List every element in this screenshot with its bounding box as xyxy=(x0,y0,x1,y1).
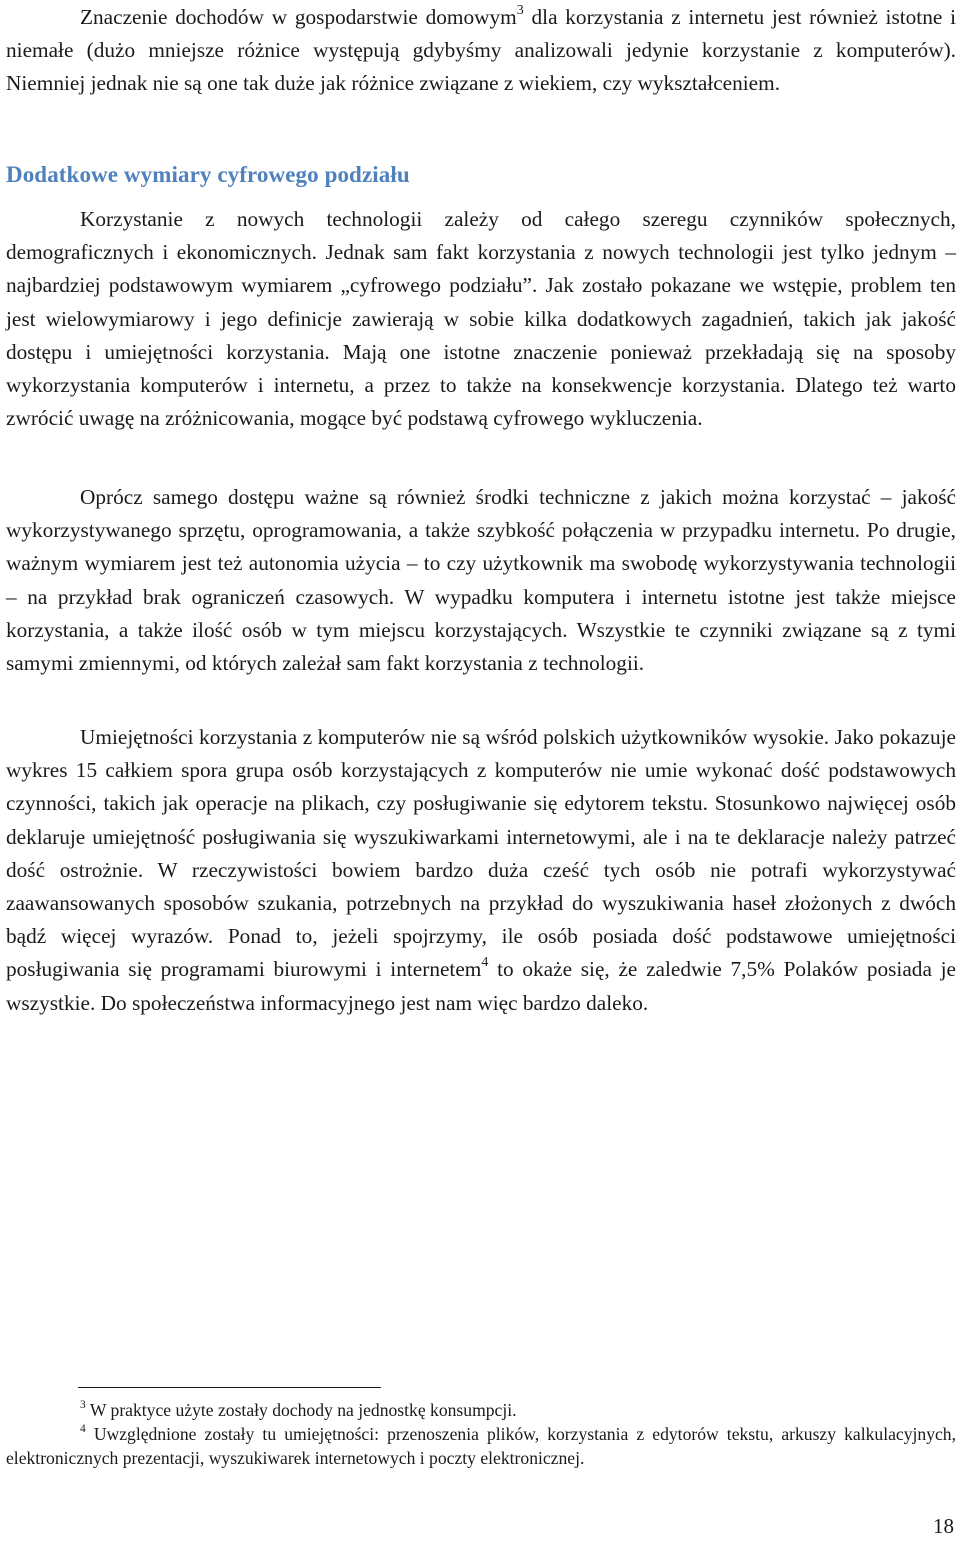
footnotes-section xyxy=(6,1398,956,1470)
footnote-ref-3: 3 xyxy=(516,2,524,18)
footnote-3-number: 3 xyxy=(80,1399,86,1412)
footnote-ref-4: 4 xyxy=(481,955,489,971)
page-number: 18 xyxy=(933,1514,954,1538)
footnote-3-text: W praktyce użyte zostały dochody na jednostkę konsumpcji. xyxy=(85,1400,517,1420)
paragraph-4-text-before-note: Umiejętności korzystania z komputerów nie są wśród polskich użytkowników wysokie. Jako pokazuje wykres 15 całkiem spora grupa osób korzystających z komputerów nie umie wykonać dość podstawowych czynności, takich jak operacje na plikach, czy posługiwanie się edytorem tekstu. Stosunkowo najwięcej osób deklaruje umiejętność posługiwania się wyszukiwarkami internetowymi, ale i na te deklaracje należy patrzeć dość ostrożnie. W rzeczywistości bowiem bardzo duża cześć tych osób nie potrafi wykorzystywać zaawansowanych sposobów szukania, potrzebnych na przykład do wyszukiwania haseł złożonych z dwóch bądź więcej wyrazów. Ponad to, jeżeli spojrzymy, ile osób posiada dość podstawowe umiejętności posługiwania się programami biurowymi i internetem xyxy=(6,725,956,982)
body-paragraph-2: Korzystanie z nowych technologii zależy od całego szeregu czynników społecznych, demograficznych i ekonomicznych. Jednak sam fakt korzystania z nowych technologii jest tylko jednym – najbardziej podstawowym wymiarem „cyfrowego podziału”. Jak zostało pokazane we wstępie, problem ten jest wielowymiarowy i jego definicje zawierają w sobie kilka dodatkowych zagadnień, takich jak jakość dostępu i umiejętności korzystania. Mają one istotne znaczenie ponieważ przekładają się na sposoby wykorzystania komputerów i internetu, a przez to także na konsekwencje korzystania. Dlatego też warto zwrócić uwagę na zróżnicowania, mogące być podstawą cyfrowego wykluczenia. xyxy=(6,207,956,431)
footnote-4-text: Uwzględnione zostały tu umiejętności: przenoszenia plików, korzystania z edytorów tekstu, arkuszy kalkulacyjnych, elektronicznych prezentacji, wyszukiwarek internetowych i poczty elektronicznej. xyxy=(6,1424,956,1468)
footnote-4 xyxy=(6,1422,956,1470)
section-heading: Dodatkowe wymiary cyfrowego podziału xyxy=(6,162,410,187)
footnote-4-number: 4 xyxy=(80,1423,86,1436)
intro-text-after-note: dla korzystania z internetu jest również istotne i niemałe (dużo mniejsze różnice występują gdybyśmy analizowali jedynie korzystanie z komputerów). Niemniej jednak nie są one tak duże jak różnice związane z wiekiem, czy wykształceniem. xyxy=(6,5,956,96)
intro-paragraph xyxy=(6,1,956,101)
body-paragraph-3: Oprócz samego dostępu ważne są również środki techniczne z jakich można korzystać – jakość wykorzystywanego sprzętu, oprogramowania, a także szybkość połączenia w przypadku internetu. Po drugie, ważnym wymiarem jest też autonomia użycia – to czy użytkownik ma swobodę wykorzystywania technologii – na przykład brak ograniczeń czasowych. W wypadku komputera i internetu istotne jest także miejsce korzystania, a także ilość osób w tym miejscu korzystających. Wszystkie te czynniki związane są z tymi samymi zmiennymi, od których zależał sam fakt korzystania z technologii. xyxy=(6,485,956,676)
intro-text-before-note: Znaczenie dochodów w gospodarstwie domowym xyxy=(80,5,517,29)
body-paragraph-4 xyxy=(6,721,956,1020)
footnote-3 xyxy=(6,1398,956,1422)
footnote-separator xyxy=(78,1387,381,1388)
paragraph-4-text-after-note: to okaże się, że zaledwie 7,5% Polaków posiada je wszystkie. Do społeczeństwa informacyjnego jest nam więc bardzo daleko. xyxy=(6,957,956,1015)
